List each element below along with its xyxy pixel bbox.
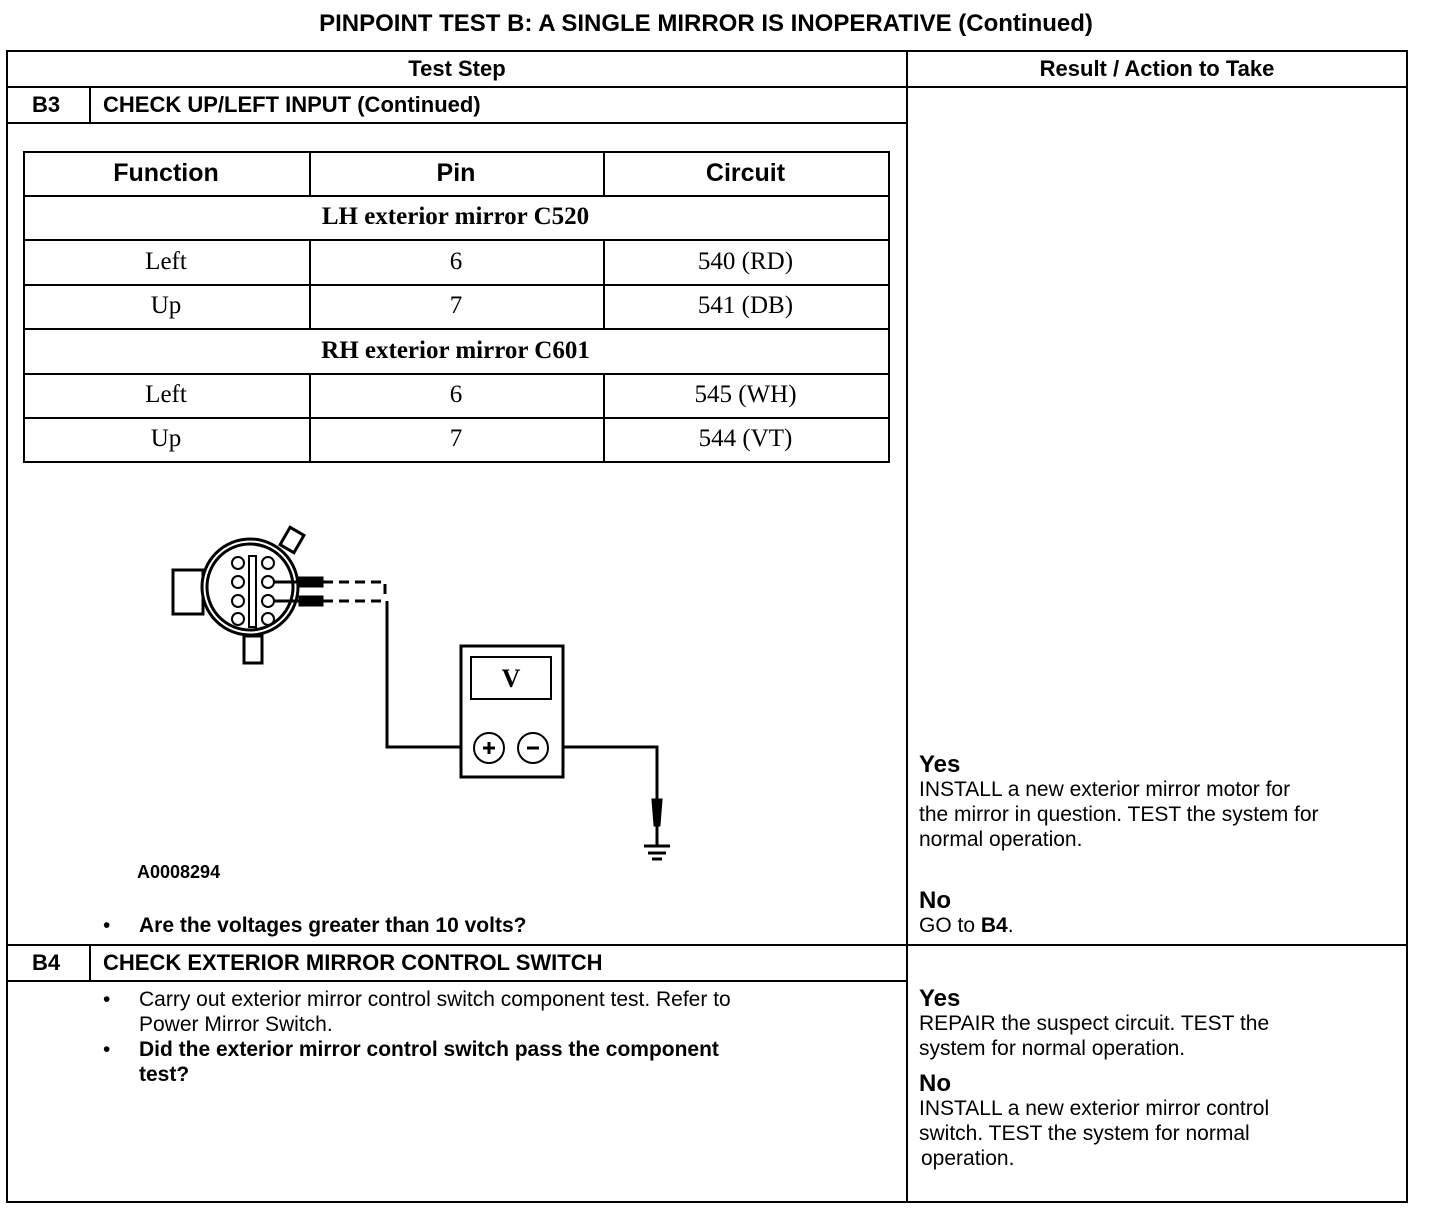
b3-yes-line1: INSTALL a new exterior mirror motor for <box>919 778 1291 801</box>
table-cell: Up <box>150 425 182 452</box>
table-cell: 6 <box>449 247 463 275</box>
table-border <box>6 50 8 1203</box>
b3-yes-line2: the mirror in question. TEST the system for <box>919 803 1319 826</box>
b3-no-text <box>919 913 1014 938</box>
group-header: RH exterior mirror C601 <box>321 336 590 364</box>
table-cell: 6 <box>449 381 463 408</box>
b4-no-line1: INSTALL a new exterior mirror control <box>919 1097 1270 1120</box>
table-cell: 544 (VT) <box>698 425 793 452</box>
table-border <box>7 122 907 124</box>
table-cell: Left <box>145 247 187 275</box>
table-border <box>89 944 91 981</box>
b4-bullet1-line1: Carry out exterior mirror control switch component test. Refer to <box>139 988 731 1011</box>
b4-bullet1-line2: Power Mirror Switch. <box>139 1013 333 1036</box>
step-title-b4: CHECK EXTERIOR MIRROR CONTROL SWITCH <box>103 950 603 975</box>
b4-yes-label: Yes <box>919 985 961 1012</box>
b4-yes-line2: system for normal operation. <box>919 1037 1186 1060</box>
table-border <box>1406 50 1408 1203</box>
table-cell: 540 (RD) <box>697 247 794 275</box>
column-header: Circuit <box>705 158 786 187</box>
b3-yes-line3: normal operation. <box>919 828 1083 851</box>
table-border <box>906 50 908 1203</box>
step-title-b3: CHECK UP/LEFT INPUT (Continued) <box>103 92 481 117</box>
column-header: Function <box>113 158 219 187</box>
table-border <box>89 86 91 123</box>
header-test-step: Test Step <box>408 56 506 81</box>
pin-table-border <box>23 461 890 463</box>
column-header: Pin <box>436 158 476 187</box>
b3-no-label: No <box>919 887 951 914</box>
b4-no-label: No <box>919 1070 951 1097</box>
connector-icon <box>173 527 304 663</box>
group-header: LH exterior mirror C520 <box>321 203 590 230</box>
b4-no-line2: switch. TEST the system for normal <box>919 1122 1250 1145</box>
meter-label: V <box>501 664 521 693</box>
page-title: PINPOINT TEST B: A SINGLE MIRROR IS INOPERATIVE (Continued) <box>319 10 1093 37</box>
table-cell: 545 (WH) <box>694 381 797 408</box>
b4-bullet2-line1: Did the exterior mirror control switch pass the component <box>139 1038 719 1061</box>
no-suffix: . <box>1007 914 1014 937</box>
bullet-icon: • <box>103 1038 111 1061</box>
table-border <box>7 1201 1408 1203</box>
b4-no-line3: operation. <box>921 1147 1015 1170</box>
table-cell: Left <box>145 381 187 408</box>
step-id-b4: B4 <box>32 950 61 975</box>
voltmeter-test-diagram <box>160 520 700 870</box>
b4-yes-line1: REPAIR the suspect circuit. TEST the <box>919 1012 1270 1035</box>
bullet-icon: • <box>103 914 111 937</box>
table-cell: 7 <box>449 292 463 319</box>
pin-table-border <box>888 151 890 463</box>
no-prefix: GO to <box>919 914 981 937</box>
header-result: Result / Action to Take <box>1039 56 1275 81</box>
table-border <box>7 86 1408 88</box>
table-cell: Up <box>150 292 182 319</box>
figure-id: A0008294 <box>137 862 221 882</box>
b3-question: Are the voltages greater than 10 volts? <box>139 914 527 937</box>
b3-yes-label: Yes <box>919 751 961 778</box>
b4-bullet2-line2: test? <box>139 1063 190 1086</box>
goto-b4-link[interactable]: B4 <box>980 914 1008 937</box>
table-cell: 7 <box>449 425 463 452</box>
step-id-b3: B3 <box>32 92 61 117</box>
table-border <box>7 944 1408 946</box>
table-cell: 541 (DB) <box>697 292 794 319</box>
table-border <box>7 50 1408 52</box>
table-border <box>7 980 907 982</box>
bullet-icon: • <box>103 988 111 1011</box>
